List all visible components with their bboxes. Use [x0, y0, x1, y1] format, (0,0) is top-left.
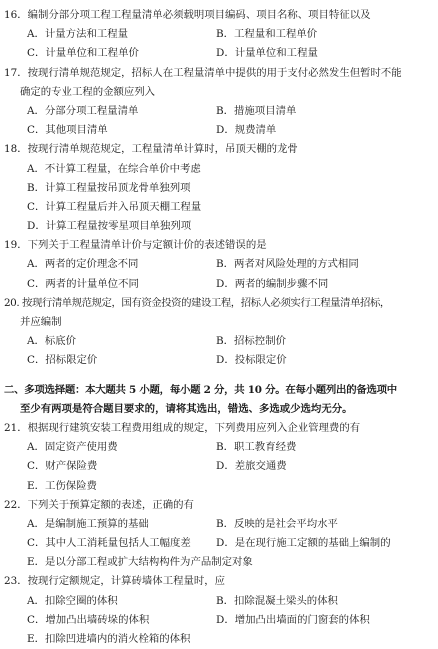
section-instructions-line1: 二、多项选择题：本大题共 5 小题，每小题 2 分，共 10 分。在每小题列出的备选项中 [4, 383, 397, 396]
option-b: B．计算工程量按吊顶龙骨单独列项 [27, 181, 191, 194]
option-a: A．分部分项工程量清单 [27, 104, 139, 117]
option-a: A．计量方法和工程量 [27, 28, 129, 41]
option-row [0, 611, 438, 630]
option-c: C．其他项目清单 [27, 124, 108, 137]
option-b: B．招标控制价 [216, 335, 286, 348]
question-stem: 19．下列关于工程量清单计价与定额计价的表述错误的是 [4, 239, 267, 252]
option-c: C．财产保险费 [27, 460, 98, 473]
question-stem: 18．按现行清单规范规定，工程量清单计算时，吊顶天棚的龙骨 [4, 143, 298, 156]
option-e: E．是以分部工程或扩大结构构件为产品制定对象 [27, 556, 253, 569]
option-row [0, 515, 438, 534]
option-c: C．计量单位和工程单价 [27, 47, 139, 60]
question-22 [0, 496, 438, 573]
option-c: C．其中人工消耗量包括人工幅度差 [27, 537, 191, 550]
option-b: B．职工教育经费 [216, 441, 297, 454]
option-row [0, 534, 438, 553]
option-a: A．不计算工程量，在综合单价中考虑 [27, 162, 201, 175]
option-d: D．是在现行施工定额的基础上编制的 [216, 537, 391, 550]
option-row [0, 25, 438, 44]
question-stem-continued: 并应编制 [20, 316, 62, 328]
option-row [0, 438, 438, 457]
question-stem: 17．按现行清单规范规定，招标人在工程量清单中提供的用于支付必然发生但暂时不能 [4, 66, 402, 79]
option-row [0, 255, 438, 274]
question-stem: 22．下列关于预算定额的表述，正确的有 [4, 498, 194, 511]
option-b: B．反映的是社会平均水平 [216, 517, 338, 530]
section-header-multiple-choice [4, 381, 432, 419]
question-17 [0, 64, 438, 141]
option-a: A．标底价 [27, 335, 77, 348]
option-a: A．是编制施工预算的基础 [27, 517, 149, 530]
question-stem: 16．编制分部分项工程工程量清单必须载明项目编码、项目名称、项目特征以及 [4, 9, 371, 21]
option-row [0, 592, 438, 611]
option-row [0, 44, 438, 63]
option-a: A．两者的定价理念不同 [27, 258, 139, 271]
option-e: E．扣除凹进墙内的消火栓箱的体积 [27, 633, 191, 645]
question-18 [0, 140, 438, 236]
option-d: D．增加凸出墙面的门窗套的体积 [216, 613, 370, 626]
question-20 [0, 294, 438, 371]
option-b: B．两者对风险处理的方式相同 [216, 258, 359, 271]
option-d: D．两者的编制步骤不同 [216, 277, 329, 290]
question-stem: 20. 按现行清单规范规定，国有资金投资的建设工程，招标人必须实行工程量清单招标， [4, 296, 390, 309]
option-row [0, 457, 438, 476]
option-row [0, 351, 438, 370]
question-stem: 23．按现行定额规定，计算砖墙体工程量时，应 [4, 575, 226, 588]
option-c: C．招标限定价 [27, 354, 98, 367]
option-d: D．差旅交通费 [216, 460, 287, 473]
option-b: B．措施项目清单 [216, 104, 297, 117]
option-b: B．扣除混凝土梁头的体积 [216, 594, 338, 607]
option-row [0, 102, 438, 121]
section-instructions-line2: 至少有两项是符合题目要求的，请将其选出，错选、多选或少选均无分。 [20, 402, 353, 415]
option-b: B．工程量和工程单价 [216, 28, 318, 41]
option-c: C．两者的计量单位不同 [27, 277, 139, 290]
question-21 [0, 419, 438, 496]
option-c: C．计算工程量后并入吊顶天棚工程量 [27, 200, 202, 213]
question-stem-continued: 确定的专业工程的金额应列入 [20, 85, 156, 98]
option-c: C．增加凸出墙砖垛的体积 [27, 613, 150, 626]
option-d: D．计算工程量按零星项目单独列项 [27, 220, 192, 233]
option-row [0, 332, 438, 351]
option-e: E．工伤保险费 [27, 479, 97, 492]
option-d: D．规费清单 [216, 124, 277, 137]
question-stem: 21．根据现行建筑安装工程费用组成的规定，下列费用应列入企业管理费的有 [4, 421, 361, 434]
option-d: D．计量单位和工程量 [216, 47, 318, 60]
option-row [0, 275, 438, 294]
option-row [0, 121, 438, 140]
option-a: A．扣除空圈的体积 [27, 594, 118, 607]
question-19 [0, 236, 438, 294]
option-d: D．投标限定价 [216, 354, 287, 367]
question-16 [0, 6, 438, 64]
option-a: A．固定资产使用费 [27, 441, 118, 454]
